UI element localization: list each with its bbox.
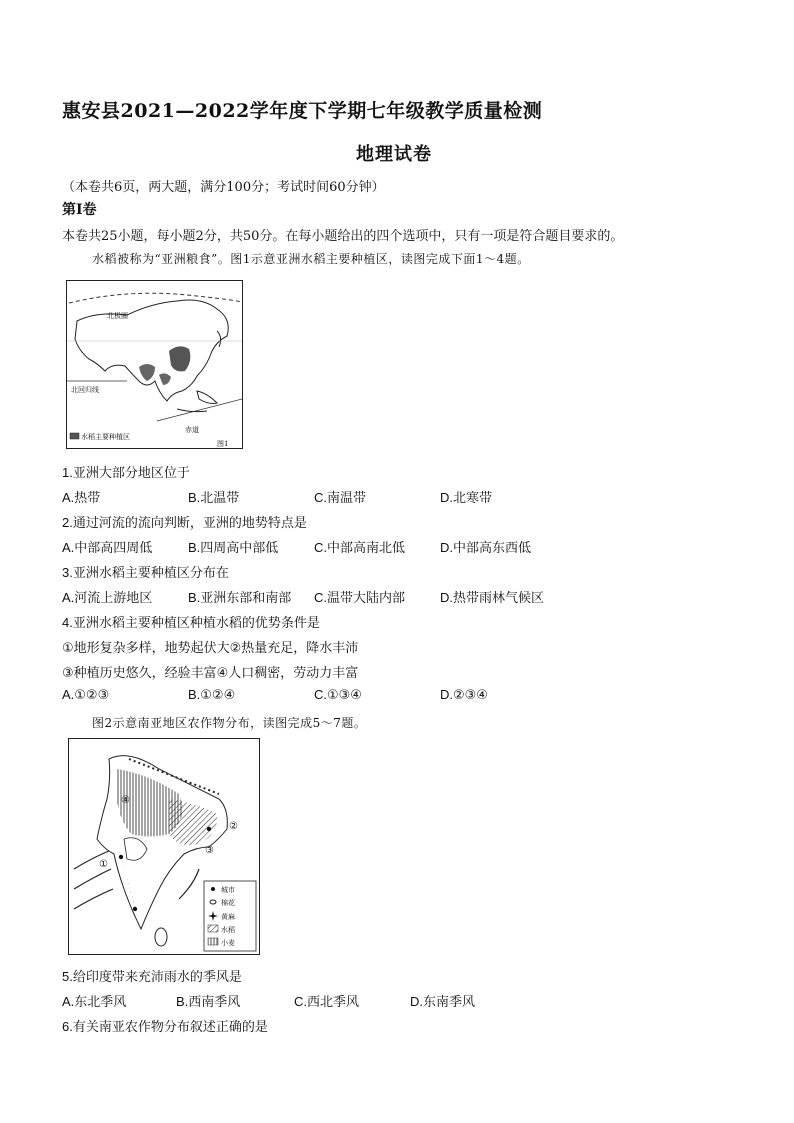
exam-note: （本卷共6页，两大题，满分100分；考试时间60分钟）: [62, 180, 385, 195]
marker-3: ③: [205, 845, 214, 856]
question-4-conditions-1: ①地形复杂多样，地势起伏大②热量充足，降水丰沛: [62, 640, 359, 655]
intro-text-2: 图2示意南亚地区农作物分布，读图完成5～7题。: [92, 716, 367, 730]
marker-4: ④: [121, 795, 130, 806]
marker-2: ②: [229, 821, 238, 832]
q1-option-b[interactable]: B.北温带: [188, 490, 240, 505]
section-heading: 第Ⅰ卷: [62, 202, 97, 218]
figure-1-caption: 图1: [217, 440, 229, 448]
q5-option-c[interactable]: C.西北季风: [294, 994, 360, 1009]
question-1-stem: 1.亚洲大部分地区位于: [62, 465, 190, 480]
q4-option-a[interactable]: A.①②③: [62, 687, 110, 702]
q2-option-a[interactable]: A.中部高四周低: [62, 540, 153, 555]
legend-wheat: 小麦: [221, 939, 235, 947]
question-2-stem: 2.通过河流的流向判断，亚洲的地势特点是: [62, 515, 307, 530]
q1-option-a[interactable]: A.热带: [62, 490, 101, 505]
intro-text-1: 水稻被称为“亚洲粮食”。图1示意亚洲水稻主要种植区，读图完成下面1～4题。: [92, 252, 530, 266]
q2-option-d[interactable]: D.中部高东西低: [440, 540, 532, 555]
legend-city: 城市: [221, 886, 235, 894]
figure-2-south-asia-map: [68, 738, 260, 955]
q3-option-a[interactable]: A.河流上游地区: [62, 590, 153, 605]
tropic-label: 北回归线: [71, 386, 99, 394]
q3-option-c[interactable]: C.温带大陆内部: [314, 590, 406, 605]
q1-option-c[interactable]: C.南温带: [314, 490, 367, 505]
q1-option-d[interactable]: D.北寒带: [440, 490, 493, 505]
marker-1: ①: [99, 859, 108, 870]
question-4-conditions-2: ③种植历史悠久，经验丰富④人口稠密，劳动力丰富: [62, 665, 359, 680]
question-6-stem: 6.有关南亚农作物分布叙述正确的是: [62, 1019, 268, 1034]
q2-option-c[interactable]: C.中部高南北低: [314, 540, 406, 555]
q2-option-b[interactable]: B.四周高中部低: [188, 540, 279, 555]
arctic-label: 北极圈: [107, 312, 128, 320]
subject-title: 地理试卷: [356, 144, 432, 165]
question-4-stem: 4.亚洲水稻主要种植区种植水稻的优势条件是: [62, 615, 320, 630]
legend-jute: 黄麻: [221, 913, 235, 921]
legend-rice: 水稻: [221, 926, 235, 934]
q4-option-d[interactable]: D.②③④: [440, 687, 488, 702]
q5-option-d[interactable]: D.东南季风: [410, 994, 476, 1009]
q5-option-b[interactable]: B.西南季风: [176, 994, 241, 1009]
figure-1-asia-map: [66, 280, 243, 449]
q3-option-d[interactable]: D.热带雨林气候区: [440, 590, 545, 605]
q3-option-b[interactable]: B.亚洲东部和南部: [188, 590, 292, 605]
legend-rice-label: 水稻主要种植区: [81, 433, 130, 441]
q4-option-b[interactable]: B.①②④: [188, 687, 236, 702]
question-3-stem: 3.亚洲水稻主要种植区分布在: [62, 565, 229, 580]
section-instructions: 本卷共25小题，每小题2分，共50分。在每小题给出的四个选项中，只有一项是符合题目要求的。: [62, 229, 624, 244]
q4-option-c[interactable]: C.①③④: [314, 687, 362, 702]
question-5-stem: 5.给印度带来充沛雨水的季风是: [62, 969, 242, 984]
q5-option-a[interactable]: A.东北季风: [62, 994, 127, 1009]
asia-map-drawing: [67, 281, 242, 448]
legend-cotton: 棉花: [221, 899, 235, 907]
exam-title: 惠安县2021—2022学年度下学期七年级教学质量检测: [62, 100, 543, 122]
equator-label: 赤道: [185, 426, 199, 434]
